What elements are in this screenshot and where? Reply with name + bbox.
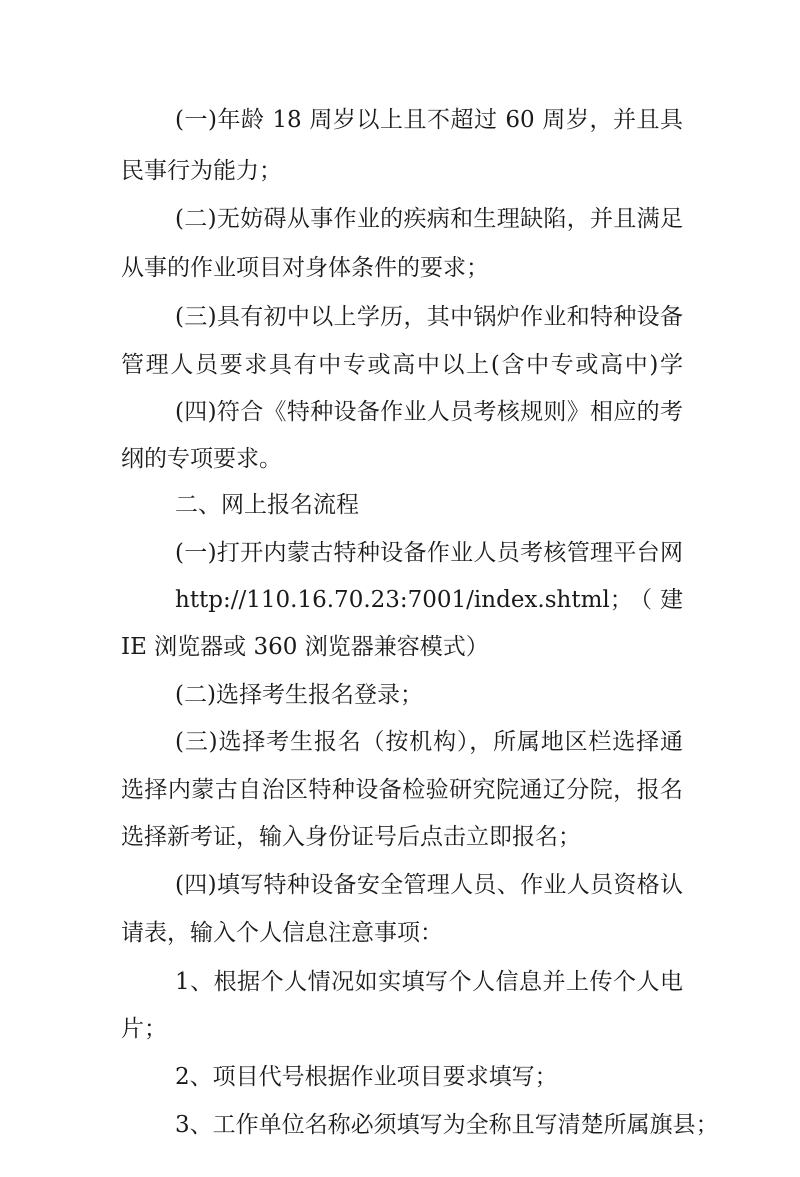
step-1-line-3: IE 浏览器或 360 浏览器兼容模式） <box>121 634 489 660</box>
paragraph-1-line-1: (一)年龄 18 周岁以上且不超过 60 周岁，并且具 <box>175 107 683 133</box>
paragraph-3-line-1: (三)具有初中以上学历，其中锅炉作业和特种设备 <box>175 304 683 330</box>
step-3-line-3: 选择新考证，输入身份证号后点击立即报名； <box>121 824 581 850</box>
step-2-line: (二)选择考生报名登录； <box>175 682 423 708</box>
step-4-line-2: 请表，输入个人信息注意事项： <box>121 920 443 946</box>
paragraph-2-line-2: 从事的作业项目对身体条件的要求； <box>121 255 489 281</box>
note-1-line-2: 片； <box>121 1016 167 1042</box>
platform-url-line: http://110.16.70.23:7001/index.shtml；（建 <box>175 587 683 613</box>
paragraph-3-line-2: 管理人员要求具有中专或高中以上(含中专或高中)学 <box>121 352 683 378</box>
paragraph-2-line-1: (二)无妨碍从事作业的疾病和生理缺陷，并且满足 <box>175 206 683 232</box>
note-3-line: 3、工作单位名称必须填写为全称且写清楚所属旗县； <box>175 1112 719 1138</box>
section-heading: 二、网上报名流程 <box>175 492 359 518</box>
paragraph-1-line-2: 民事行为能力； <box>121 158 282 184</box>
step-1-line-1: (一)打开内蒙古特种设备作业人员考核管理平台网 <box>175 540 683 566</box>
note-1-line-1: 1、根据个人情况如实填写个人信息并上传个人电 <box>175 969 683 995</box>
step-3-line-2: 选择内蒙古自治区特种设备检验研究院通辽分院，报名 <box>121 777 683 803</box>
paragraph-4-line-1: (四)符合《特种设备作业人员考核规则》相应的考 <box>175 399 683 425</box>
step-4-line-1: (四)填写特种设备安全管理人员、作业人员资格认 <box>175 872 683 898</box>
step-3-line-1: (三)选择考生报名（按机构），所属地区栏选择通 <box>175 729 683 755</box>
paragraph-4-line-2: 纲的专项要求。 <box>121 446 282 472</box>
note-2-line: 2、项目代号根据作业项目要求填写； <box>175 1064 558 1090</box>
